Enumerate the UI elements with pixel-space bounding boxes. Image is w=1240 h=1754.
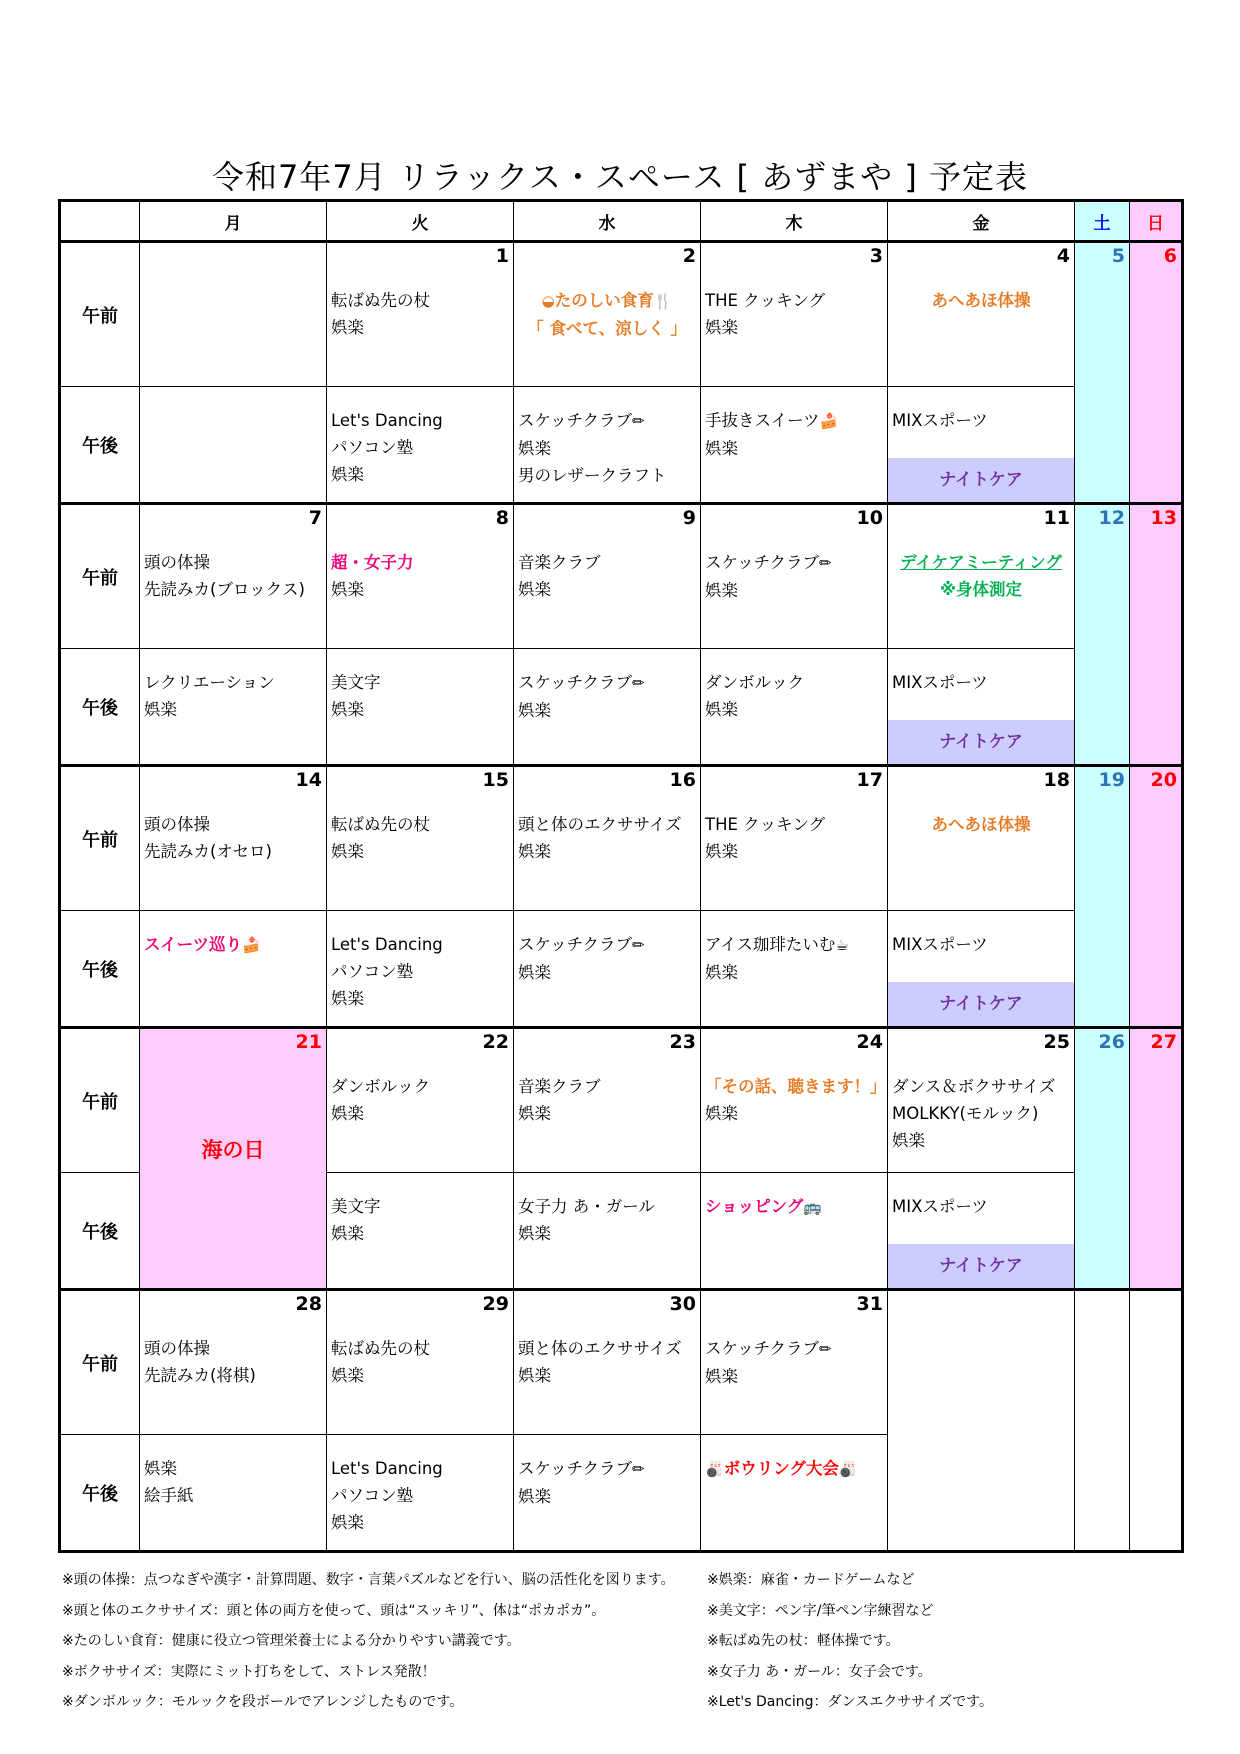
day-cell — [701, 911, 888, 1028]
header-wed: 水 — [514, 201, 701, 242]
week3-am-row — [60, 766, 1183, 911]
day-number: 13 — [1150, 507, 1177, 529]
empty-cell — [888, 1290, 1075, 1552]
header-thu: 木 — [701, 201, 888, 242]
event: 頭の体操 — [144, 815, 210, 834]
event: MIXスポーツ — [892, 411, 988, 430]
event: 娯楽 — [705, 318, 738, 337]
event: 頭と体のエクササイズ — [518, 815, 682, 834]
slot-label-am: 午前 — [60, 242, 140, 387]
week1-am-row — [60, 242, 1183, 387]
day-number: 23 — [669, 1031, 696, 1053]
note-item: ※転ばぬ先の杖：軽体操です。 — [707, 1633, 900, 1649]
day-cell — [701, 1435, 888, 1552]
day-cell — [140, 766, 327, 911]
day-cell — [327, 649, 514, 766]
slot-label-pm: 午後 — [60, 1435, 140, 1552]
day-cell — [701, 1028, 888, 1173]
event: 音楽クラブ — [518, 1077, 601, 1096]
day-cell — [888, 387, 1075, 504]
holiday-cell — [140, 1028, 327, 1290]
day-cell — [888, 242, 1075, 387]
pencil-icon: ✏ — [632, 936, 645, 954]
event: THE クッキング — [705, 815, 826, 834]
day-cell — [514, 766, 701, 911]
event: 娯楽 — [331, 318, 364, 337]
day-number: 15 — [482, 769, 509, 791]
note-item: ※頭の体操：点つなぎや漢字・計算問題、数字・言葉パズルなどを行い、脳の活性化を図ります。 — [62, 1572, 675, 1588]
event: 娯楽 — [705, 1104, 738, 1123]
day-cell — [701, 1290, 888, 1435]
night-care-band: ナイトケア — [888, 1244, 1074, 1288]
slot-label-pm: 午後 — [60, 649, 140, 766]
bus-icon: 🚌 — [803, 1198, 823, 1216]
day-cell — [327, 766, 514, 911]
day-cell — [140, 649, 327, 766]
note-item: ※ダンボルック：モルックを段ボールでアレンジしたものです。 — [62, 1694, 464, 1710]
event: あへあほ体操 — [931, 291, 1031, 310]
event: スケッチクラブ — [705, 1339, 820, 1358]
pencil-icon: ✏ — [632, 1460, 645, 1478]
pencil-icon: ✏ — [632, 412, 645, 430]
day-number: 17 — [856, 769, 883, 791]
event: 娯楽 — [705, 842, 738, 861]
event: 転ばぬ先の杖 — [331, 291, 430, 310]
event: 娯楽 — [144, 700, 177, 719]
note-item: ※ボクササイズ：実際にミット打ちをして、ストレス発散！ — [62, 1663, 436, 1680]
pencil-icon: ✏ — [819, 554, 832, 572]
event: 娯楽 — [705, 1367, 738, 1386]
day-number: 1 — [495, 245, 509, 267]
day-number: 22 — [482, 1031, 509, 1053]
day-number: 27 — [1150, 1031, 1177, 1053]
day-number: 29 — [482, 1293, 509, 1315]
day-cell — [327, 242, 514, 387]
empty-cell — [1075, 1290, 1130, 1552]
event: 転ばぬ先の杖 — [331, 815, 430, 834]
cake-icon: 🍰 — [819, 412, 839, 430]
event: ダンボルック — [705, 673, 805, 692]
sunday-cell — [1130, 1028, 1183, 1290]
event: 頭の体操 — [144, 1339, 210, 1358]
event: 娯楽 — [331, 465, 364, 484]
event: 娯楽 — [892, 1131, 925, 1150]
event: ボウリング大会 — [723, 1459, 839, 1478]
event: 娯楽 — [331, 1513, 364, 1532]
day-cell — [327, 1290, 514, 1435]
event: たのしい食育 — [554, 291, 654, 310]
event: アイス珈琲たいむ — [705, 935, 836, 954]
event: 娯楽 — [518, 1366, 551, 1385]
event: 娯楽 — [331, 1224, 364, 1243]
day-number: 11 — [1043, 507, 1070, 529]
day-number: 4 — [1056, 245, 1070, 267]
event: 娯楽 — [331, 989, 364, 1008]
sunday-cell — [1130, 766, 1183, 1028]
empty-cell — [1130, 1290, 1183, 1552]
event: パソコン塾 — [331, 962, 414, 981]
event: ショッピング — [705, 1197, 804, 1216]
event: デイケアミーティング — [900, 553, 1062, 572]
event: 娯楽 — [518, 963, 551, 982]
event: 美文字 — [331, 673, 381, 692]
note-item: ※Let's Dancing：ダンスエクササイズです。 — [707, 1694, 994, 1710]
day-cell — [701, 242, 888, 387]
bowling-icon: 🎳 — [838, 1460, 858, 1478]
day-number: 20 — [1150, 769, 1177, 791]
day-number: 14 — [295, 769, 322, 791]
pencil-icon: ✏ — [819, 1340, 832, 1358]
header-sat: 土 — [1075, 201, 1130, 242]
slot-label-am: 午前 — [60, 1028, 140, 1173]
event: 娯楽 — [705, 439, 738, 458]
event: 「 食べて、涼しく 」 — [527, 319, 687, 338]
event: スケッチクラブ — [518, 411, 633, 430]
day-cell — [514, 1173, 701, 1290]
day-number: 2 — [682, 245, 696, 267]
day-cell — [140, 1435, 327, 1552]
day-cell — [140, 242, 327, 387]
week4-am-row — [60, 1028, 1183, 1173]
food-bowl-icon: ◒ — [541, 292, 555, 310]
slot-label-am: 午前 — [60, 1290, 140, 1435]
event: 娯楽 — [518, 842, 551, 861]
day-number: 18 — [1043, 769, 1070, 791]
bowling-icon: 🎳 — [705, 1460, 724, 1478]
event: 娯楽 — [331, 842, 364, 861]
night-care-band: ナイトケア — [888, 982, 1074, 1026]
event: 超・女子力 — [331, 553, 414, 572]
week2-pm-row — [60, 649, 1183, 766]
day-cell — [701, 649, 888, 766]
event: 男のレザークラフト — [518, 466, 667, 485]
note-item: ※女子力 あ・ガール：女子会です。 — [707, 1663, 932, 1680]
event: 娯楽 — [705, 700, 738, 719]
event: 娯楽 — [518, 1487, 551, 1506]
slot-label-am: 午前 — [60, 766, 140, 911]
day-cell — [701, 1173, 888, 1290]
event: レクリエーション — [144, 673, 275, 692]
event: パソコン塾 — [331, 438, 414, 457]
event: THE クッキング — [705, 291, 826, 310]
saturday-cell — [1075, 242, 1130, 504]
event: 先読みカ(オセロ) — [144, 842, 272, 861]
event: MOLKKY(モルック) — [892, 1104, 1039, 1123]
event: ダンス＆ボクササイズ — [892, 1077, 1056, 1096]
day-number: 6 — [1163, 245, 1177, 267]
pencil-icon: ✏ — [632, 674, 645, 692]
day-number: 26 — [1098, 1031, 1125, 1053]
holiday-label: 海の日 — [201, 1138, 265, 1162]
schedule-table — [58, 199, 1184, 1553]
header-fri: 金 — [888, 201, 1075, 242]
event: 娯楽 — [331, 580, 364, 599]
weekday-header-row — [60, 201, 1183, 242]
night-care-band: ナイトケア — [888, 720, 1074, 764]
day-number: 28 — [295, 1293, 322, 1315]
saturday-cell — [1075, 766, 1130, 1028]
event: ※身体測定 — [939, 580, 1023, 599]
day-number: 7 — [308, 507, 322, 529]
event: Let's Dancing — [331, 1459, 443, 1478]
event: Let's Dancing — [331, 411, 443, 430]
header-mon: 月 — [140, 201, 327, 242]
day-cell — [327, 1028, 514, 1173]
slot-label-pm: 午後 — [60, 387, 140, 504]
day-number: 10 — [856, 507, 883, 529]
week1-pm-row — [60, 387, 1183, 504]
note-item: ※娯楽：麻雀・カードゲームなど — [707, 1572, 915, 1588]
event: 娯楽 — [331, 1366, 364, 1385]
day-cell — [514, 1290, 701, 1435]
event: 娯楽 — [705, 581, 738, 600]
event: 美文字 — [331, 1197, 381, 1216]
day-cell — [514, 504, 701, 649]
day-cell — [514, 387, 701, 504]
day-cell — [140, 387, 327, 504]
note-item: ※たのしい食育：健康に役立つ管理栄養士による分かりやすい講義です。 — [62, 1633, 521, 1649]
week2-am-row — [60, 504, 1183, 649]
week5-am-row — [60, 1290, 1183, 1435]
day-cell — [140, 504, 327, 649]
day-cell — [888, 911, 1075, 1028]
day-cell — [514, 1028, 701, 1173]
day-cell — [140, 911, 327, 1028]
event: スイーツ巡り — [144, 935, 243, 954]
event: MIXスポーツ — [892, 935, 988, 954]
notes-right-column — [707, 1565, 993, 1718]
day-number: 30 — [669, 1293, 696, 1315]
day-cell — [327, 504, 514, 649]
night-care-band: ナイトケア — [888, 458, 1074, 502]
day-cell — [888, 1173, 1075, 1290]
day-cell — [701, 387, 888, 504]
day-cell — [514, 911, 701, 1028]
event: 転ばぬ先の杖 — [331, 1339, 430, 1358]
event: スケッチクラブ — [518, 673, 633, 692]
event: パソコン塾 — [331, 1486, 414, 1505]
day-number: 16 — [669, 769, 696, 791]
week3-pm-row — [60, 911, 1183, 1028]
page-title: 令和7年7月 リラックス・スペース [ あずまや ] 予定表 — [212, 158, 1028, 196]
note-item: ※頭と体のエクササイズ：頭と体の両方を使って、頭は“スッキリ”、体は“ポカポカ”。 — [62, 1602, 606, 1619]
day-cell — [888, 504, 1075, 649]
day-cell — [701, 504, 888, 649]
event: 娯楽 — [144, 1459, 177, 1478]
event: ダンボルック — [331, 1077, 431, 1096]
event: 娯楽 — [518, 1224, 551, 1243]
event: スケッチクラブ — [518, 935, 633, 954]
day-cell — [327, 387, 514, 504]
day-cell — [140, 1290, 327, 1435]
saturday-cell — [1075, 504, 1130, 766]
header-tue: 火 — [327, 201, 514, 242]
day-number: 5 — [1111, 245, 1125, 267]
event: 手抜きスイーツ — [705, 411, 820, 430]
day-cell — [514, 649, 701, 766]
day-cell — [327, 1173, 514, 1290]
event: 娯楽 — [518, 701, 551, 720]
note-item: ※美文字：ペン字/筆ペン字練習など — [707, 1602, 934, 1619]
slot-label-pm: 午後 — [60, 911, 140, 1028]
event: 娯楽 — [518, 439, 551, 458]
day-cell — [888, 766, 1075, 911]
event: スケッチクラブ — [518, 1459, 633, 1478]
coffee-icon: ☕ — [835, 936, 849, 954]
event: MIXスポーツ — [892, 673, 988, 692]
event: 先読みカ(ブロックス) — [144, 580, 305, 599]
event: 頭の体操 — [144, 553, 210, 572]
event: 絵手紙 — [144, 1486, 194, 1505]
sunday-cell — [1130, 504, 1183, 766]
event: MIXスポーツ — [892, 1197, 988, 1216]
day-cell — [888, 649, 1075, 766]
day-cell — [888, 1028, 1075, 1173]
day-cell — [327, 911, 514, 1028]
slot-label-am: 午前 — [60, 504, 140, 649]
header-sun: 日 — [1130, 201, 1183, 242]
event: 娯楽 — [331, 1104, 364, 1123]
day-number: 12 — [1098, 507, 1125, 529]
event: あへあほ体操 — [931, 815, 1031, 834]
event: 娯楽 — [705, 963, 738, 982]
event: スケッチクラブ — [705, 553, 820, 572]
event: 音楽クラブ — [518, 553, 601, 572]
event: 娯楽 — [518, 1104, 551, 1123]
day-number: 19 — [1098, 769, 1125, 791]
header-corner — [60, 201, 140, 242]
notes-left-column — [62, 1565, 675, 1718]
day-number: 24 — [856, 1031, 883, 1053]
event: 娯楽 — [331, 700, 364, 719]
event: 「その話、聴きます！」 — [705, 1077, 887, 1096]
day-number: 3 — [869, 245, 883, 267]
day-number: 9 — [682, 507, 696, 529]
event: 娯楽 — [518, 580, 551, 599]
day-cell — [327, 1435, 514, 1552]
event: 先読みカ(将棋) — [144, 1366, 256, 1385]
sunday-cell — [1130, 242, 1183, 504]
day-cell — [514, 1435, 701, 1552]
event: 頭と体のエクササイズ — [518, 1339, 682, 1358]
day-number: 31 — [856, 1293, 883, 1315]
event: 女子力 あ・ガール — [518, 1197, 655, 1216]
day-number: 21 — [295, 1031, 322, 1053]
event: Let's Dancing — [331, 935, 443, 954]
day-number: 8 — [495, 507, 509, 529]
slot-label-pm: 午後 — [60, 1173, 140, 1290]
saturday-cell — [1075, 1028, 1130, 1290]
fork-knife-icon: 🍴 — [653, 292, 673, 310]
day-cell — [514, 242, 701, 387]
day-number: 25 — [1043, 1031, 1070, 1053]
day-cell — [701, 766, 888, 911]
cake-icon: 🍰 — [242, 936, 261, 954]
